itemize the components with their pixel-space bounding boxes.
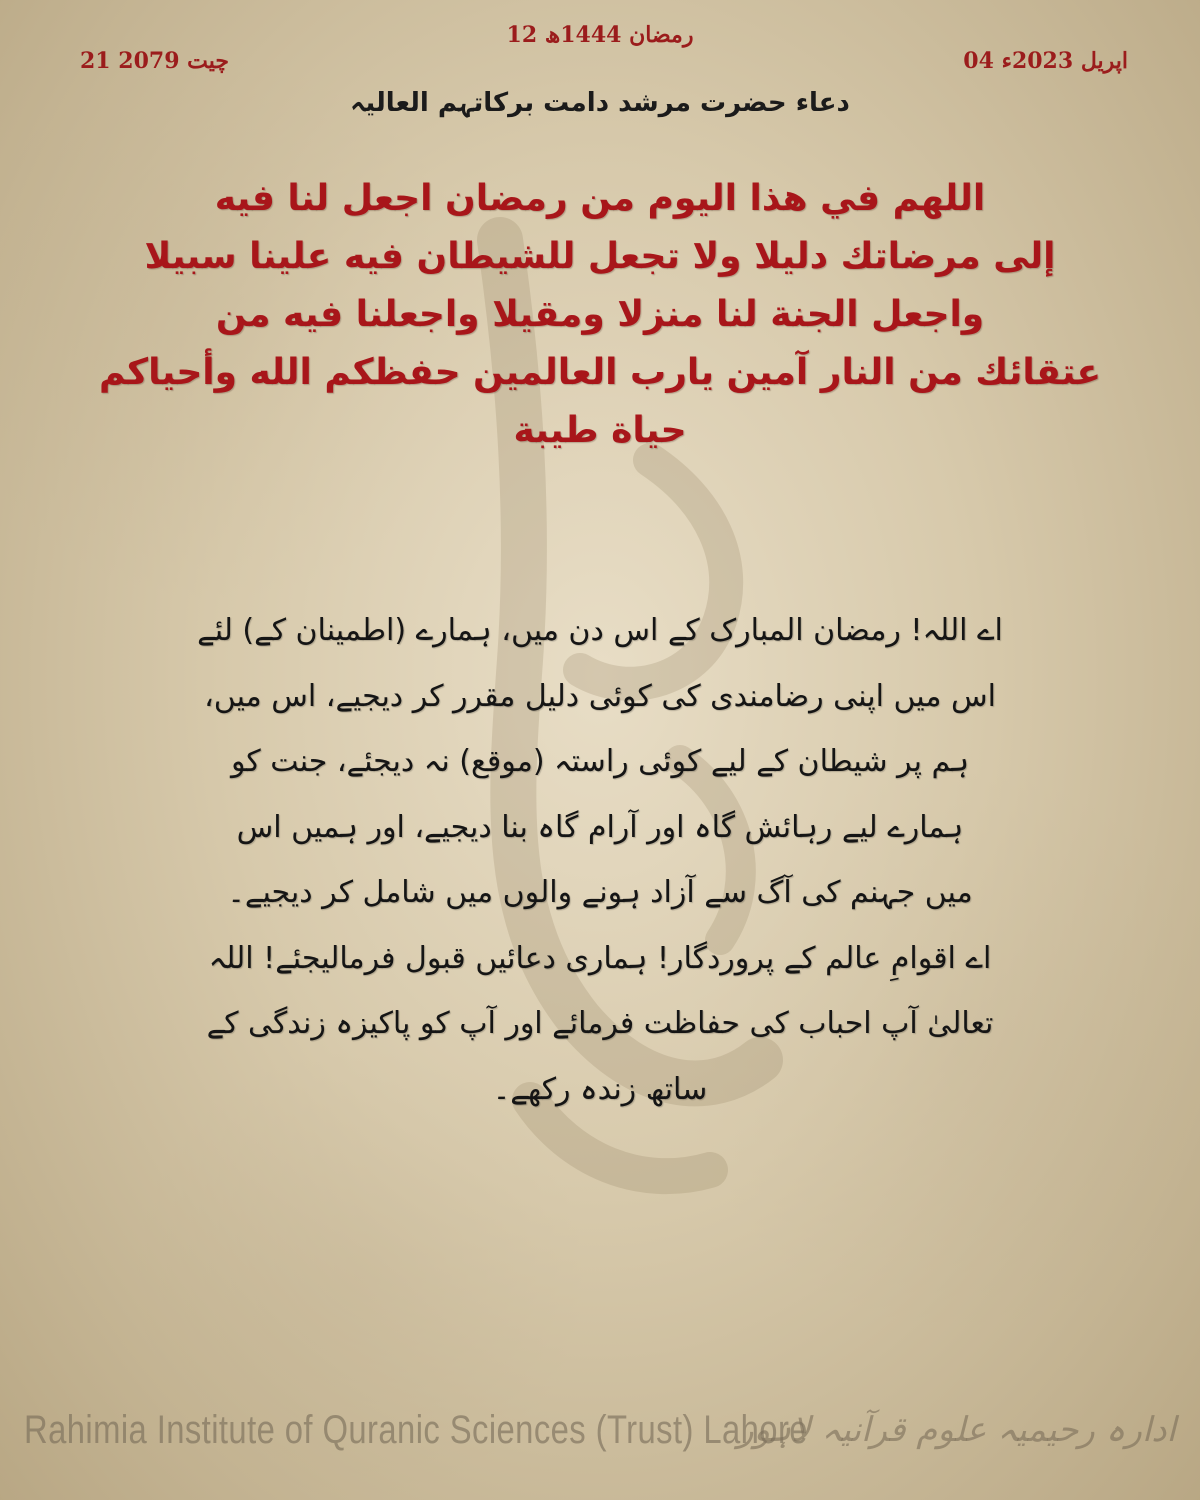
bikrami-date: 21 چیت 2079 xyxy=(80,48,230,74)
arabic-dua-line: واجعل الجنة لنا منزلا ومقيلا واجعلنا فيه من xyxy=(215,294,985,335)
urdu-translation-line: تعالیٰ آپ احباب کی حفاظت فرمائے اور آپ کو پاکیزہ زندگی کے xyxy=(206,1006,994,1041)
urdu-translation-line: ساتھ زندہ رکھے۔ xyxy=(492,1071,708,1107)
arabic-dua-line: إلى مرضاتك دليلا ولا تجعل للشيطان فيه علينا سبيلا xyxy=(144,236,1056,277)
institute-logo-urdu: ادارہ رحیمیہ علوم قرآنیہ لاہور xyxy=(737,1410,1176,1450)
arabic-dua xyxy=(70,170,1130,460)
urdu-translation-line: اس میں اپنی رضامندی کی کوئی دلیل مقرر کر دیجیے، اس میں، xyxy=(204,678,996,714)
urdu-translation-line: میں جہنم کی آگ سے آزاد ہونے والوں میں شامل کر دیجیے۔ xyxy=(227,875,973,910)
urdu-translation-line: ہمارے لیے رہائش گاہ اور آرام گاہ بنا دیجیے، اور ہمیں اس xyxy=(236,809,964,845)
urdu-translation-line: اے اللہ! رمضان المبارک کے اس دن میں، ہمارے (اطمینان کے) لئے xyxy=(197,613,1003,648)
arabic-dua-line: عتقائك من النار آمين يارب العالمين حفظكم الله وأحياكم xyxy=(98,352,1102,393)
footer xyxy=(0,1400,1200,1470)
hijri-date: 12 رمضان 1444ھ xyxy=(506,22,694,48)
urdu-translation-line: اے اقوامِ عالم کے پروردگار! ہماری دعائیں قبول فرمالیجئے! اللہ xyxy=(208,940,992,976)
urdu-translation xyxy=(80,598,1120,1122)
arabic-dua-line: حياة طيبة xyxy=(513,410,687,451)
institute-name-english: Rahimia Institute of Quranic Sciences (Trust) Lahore xyxy=(24,1408,808,1452)
gregorian-date: 04 اپریل 2023ء xyxy=(963,48,1128,74)
arabic-dua-line: اللهم في هذا اليوم من رمضان اجعل لنا فيه xyxy=(214,178,986,219)
dua-subtitle: دعاء حضرت مرشد دامت برکاتہم العالیہ xyxy=(350,88,850,118)
urdu-translation-line: ہم پر شیطان کے لیے کوئی راستہ (موقع) نہ دیجئے، جنت کو xyxy=(230,744,970,779)
